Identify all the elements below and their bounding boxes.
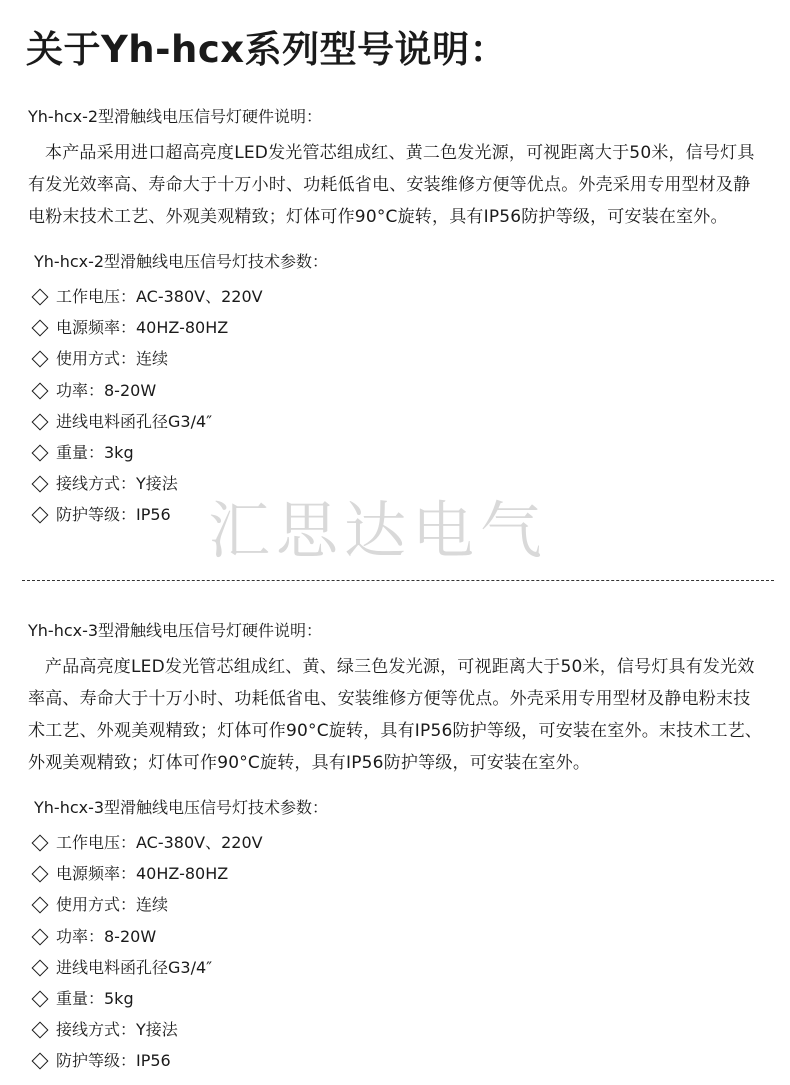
spec-text: 防护等级：IP56 xyxy=(56,505,171,525)
diamond-bullet-icon xyxy=(32,1053,49,1070)
spec-item xyxy=(28,343,763,374)
diamond-bullet-icon xyxy=(32,320,49,337)
spec-item xyxy=(28,375,763,406)
spec-item xyxy=(28,921,763,952)
page-title: 关于Yh-hcx系列型号说明： xyxy=(26,28,508,71)
diamond-bullet-icon xyxy=(32,382,49,399)
diamond-bullet-icon xyxy=(32,991,49,1008)
spec-item xyxy=(28,1014,763,1045)
tech-params-heading: Yh-hcx-2型滑触线电压信号灯技术参数： xyxy=(34,252,329,271)
diamond-bullet-icon xyxy=(32,476,49,493)
spec-text: 工作电压：AC-380V、220V xyxy=(56,287,263,306)
spec-item xyxy=(28,983,763,1014)
diamond-bullet-icon xyxy=(32,928,49,945)
diamond-bullet-icon xyxy=(32,445,49,462)
spec-item xyxy=(28,827,763,858)
spec-item xyxy=(28,437,763,468)
diamond-bullet-icon xyxy=(32,835,49,852)
watermark: 汇思达电气 xyxy=(208,494,549,567)
spec-item xyxy=(28,952,763,983)
spec-text: 防护等级：IP56 xyxy=(56,1051,171,1071)
spec-item xyxy=(28,281,763,312)
diamond-bullet-icon xyxy=(32,351,49,368)
spec-text: 使用方式：连续 xyxy=(56,895,169,915)
spec-item xyxy=(28,1045,763,1076)
spec-item xyxy=(28,889,763,920)
tech-params-heading: Yh-hcx-3型滑触线电压信号灯技术参数： xyxy=(34,798,329,817)
hardware-description: 产品高亮度LED发光管芯组成红、黄、绿三色发光源，可视距离大于50米，信号灯具有发光效率高、寿命大于十万小时、功耗低省电、安装维修方便等优点。外壳采用专用型材及静电粉末技术工艺、外观美观精致；灯体可作90°C旋转，具有IP56防护等级，可安装在室外。末技术工艺、外观美观精致；灯体可作90°C旋转，具有IP56防护等级，可安装在室外。 xyxy=(28,657,763,773)
diamond-bullet-icon xyxy=(32,289,49,306)
diamond-bullet-icon xyxy=(32,1022,49,1039)
section-yh-hcx-3 xyxy=(28,620,763,1077)
hardware-description: 本产品采用进口超高亮度LED发光管芯组成红、黄二色发光源，可视距离大于50米，信号灯具有发光效率高、寿命大于十万小时、功耗低省电、安装维修方便等优点。外壳采用专用型材及静电粉末技术工艺、外观美观精致；灯体可作90°C旋转，具有IP56防护等级，可安装在室外。 xyxy=(28,143,755,227)
hardware-heading: Yh-hcx-2型滑触线电压信号灯硬件说明： xyxy=(28,107,323,126)
diamond-bullet-icon xyxy=(32,959,49,976)
spec-text: 使用方式：连续 xyxy=(56,349,169,369)
diamond-bullet-icon xyxy=(32,897,49,914)
spec-text: 进线电料函孔径G3/4″ xyxy=(56,411,213,431)
spec-text: 重量：3kg xyxy=(56,443,134,463)
section-yh-hcx-2 xyxy=(28,106,763,531)
diamond-bullet-icon xyxy=(32,413,49,430)
spec-text: 电源频率：40HZ-80HZ xyxy=(56,864,229,884)
hardware-heading: Yh-hcx-3型滑触线电压信号灯硬件说明： xyxy=(28,621,323,640)
spec-text: 工作电压：AC-380V、220V xyxy=(56,833,263,852)
spec-item xyxy=(28,406,763,437)
spec-item xyxy=(28,858,763,889)
spec-text: 功率：8-20W xyxy=(56,926,157,946)
spec-text: 重量：5kg xyxy=(56,989,134,1009)
dashed-divider xyxy=(22,580,774,581)
spec-text: 电源频率：40HZ-80HZ xyxy=(56,318,229,338)
diamond-bullet-icon xyxy=(32,507,49,524)
spec-text: 接线方式：Y接法 xyxy=(56,1020,178,1040)
spec-list xyxy=(28,827,763,1077)
spec-text: 功率：8-20W xyxy=(56,380,157,400)
spec-text: 接线方式：Y接法 xyxy=(56,474,178,494)
diamond-bullet-icon xyxy=(32,866,49,883)
spec-item xyxy=(28,312,763,343)
spec-text: 进线电料函孔径G3/4″ xyxy=(56,957,213,977)
